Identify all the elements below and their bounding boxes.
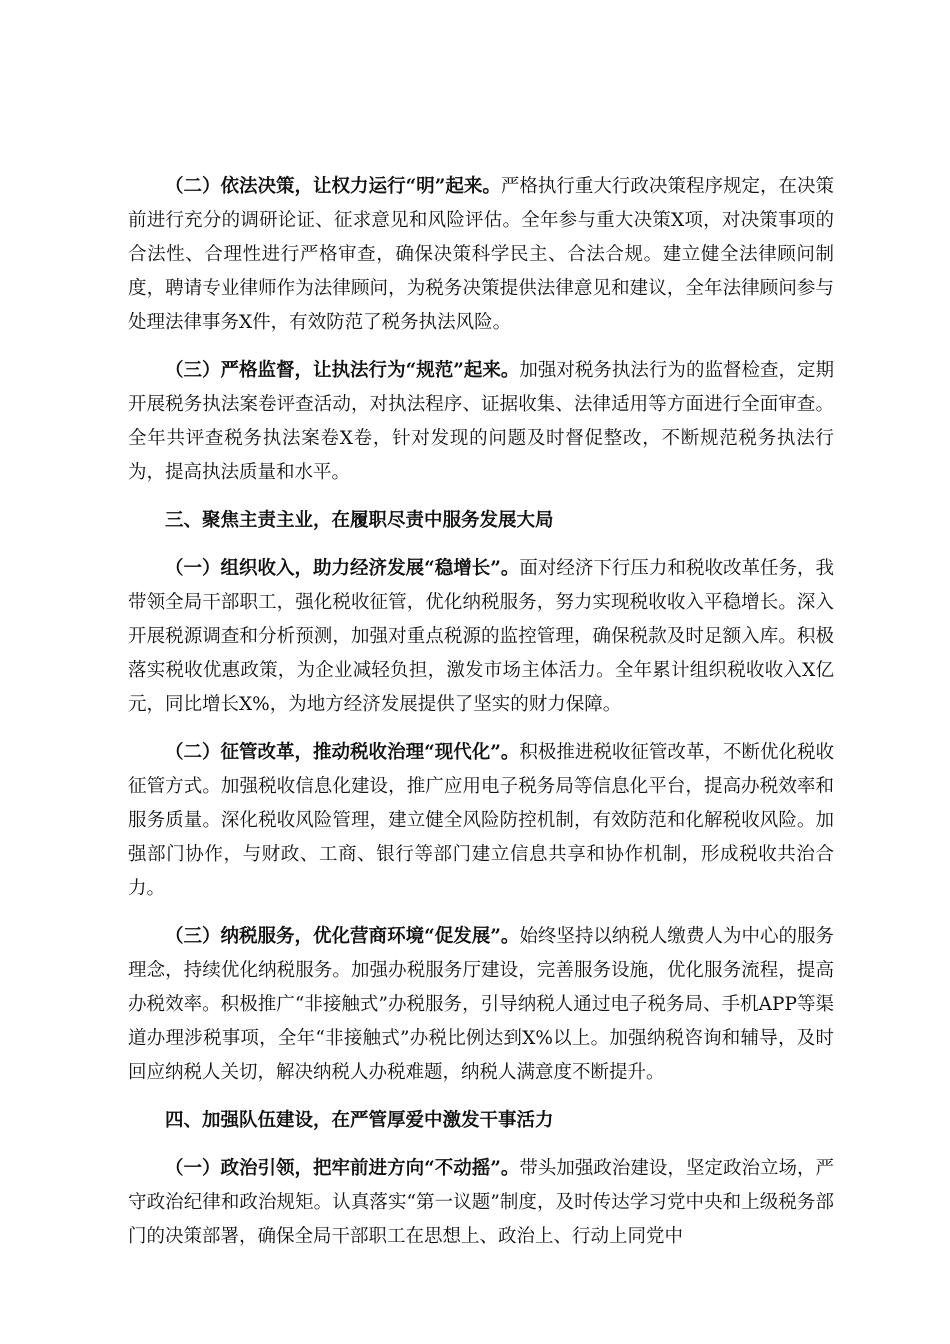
paragraph-lawful-decision [128,170,834,340]
section-heading-4: 四、加强队伍建设，在严管厚爱中激发干事活力 [165,1110,554,1131]
paragraph-text: 加强对税务执法行为的监督检查，定期开展税务执法案卷评查活动，对执法程序、证据收集、法律适用等方面进行全面审查。全年共评查税务执法案卷X卷，针对发现的问题及时督促整改，不断规范税务执法行为，提高执法质量和水平。 [128,360,834,483]
paragraph-text: 积极推进税收征管改革，不断优化税收征管方式。加强税收信息化建设，推广应用电子税务局等信息化平台，提高办税效率和服务质量。深化税收风险管理，建立健全风险防控机制，有效防范和化解税收风险。加强部门协作，与财政、工商、银行等部门建立信息共享和协作机制，形成税收共治合力。 [128,742,834,899]
paragraph-text: 面对经济下行压力和税收改革任务，我带领全局干部职工，强化税收征管，优化纳税服务，努力实现税收收入平稳增长。深入开展税源调查和分析预测，加强对重点税源的监控管理，确保税款及时足额入库。积极落实税收优惠政策，为企业减轻负担，激发市场主体活力。全年累计组织税收收入X亿元，同比增长X%，为地方经济发展提供了坚实的财力保障。 [128,558,834,715]
paragraph-lead: （三）严格监督，让执法行为“规范”起来。 [165,360,520,381]
paragraph-text: 始终坚持以纳税人缴费人为中心的服务理念，持续优化纳税服务。加强办税服务厅建设，完善服务设施，优化服务流程，提高办税效率。积极推广“非接触式”办税服务，引导纳税人通过电子税务局、手机APP等渠道办理涉税事项，全年“非接触式”办税比例达到X%以上。加强纳税咨询和辅导，及时回应纳税人关切，解决纳税人办税难题，纳税人满意度不断提升。 [128,926,834,1083]
paragraph-revenue [128,552,834,722]
paragraph-lead: （三）纳税服务，优化营商环境“促发展”。 [165,926,520,947]
document-body [128,170,834,1268]
paragraph-lead: （一）政治引领，把牢前进方向“不动摇”。 [165,1158,520,1179]
paragraph-lead: （二）征管改革，推动税收治理“现代化”。 [165,742,520,763]
paragraph-political-guidance [128,1152,834,1254]
paragraph-lead: （一）组织收入，助力经济发展“稳增长”。 [165,558,520,579]
paragraph-text: 严格执行重大行政决策程序规定，在决策前进行充分的调研论证、征求意见和风险评估。全年参与重大决策X项，对决策事项的合法性、合理性进行严格审查，确保决策科学民主、合法合规。建立健全法律顾问制度，聘请专业律师作为法律顾问，为税务决策提供法律意见和建议，全年法律顾问参与处理法律事务X件，有效防范了税务执法风险。 [128,176,834,333]
paragraph-lead: （二）依法决策，让权力运行“明”起来。 [165,176,501,197]
paragraph-strict-supervision [128,354,834,490]
section-heading-3: 三、聚焦主责主业，在履职尽责中服务发展大局 [165,510,554,531]
paragraph-reform [128,736,834,906]
paragraph-text: 带头加强政治建设，坚定政治立场，严守政治纪律和政治规矩。认真落实“第一议题”制度，及时传达学习党中央和上级税务部门的决策部署，确保全局干部职工在思想上、政治上、行动上同党中 [128,1158,834,1247]
paragraph-tax-service [128,920,834,1090]
